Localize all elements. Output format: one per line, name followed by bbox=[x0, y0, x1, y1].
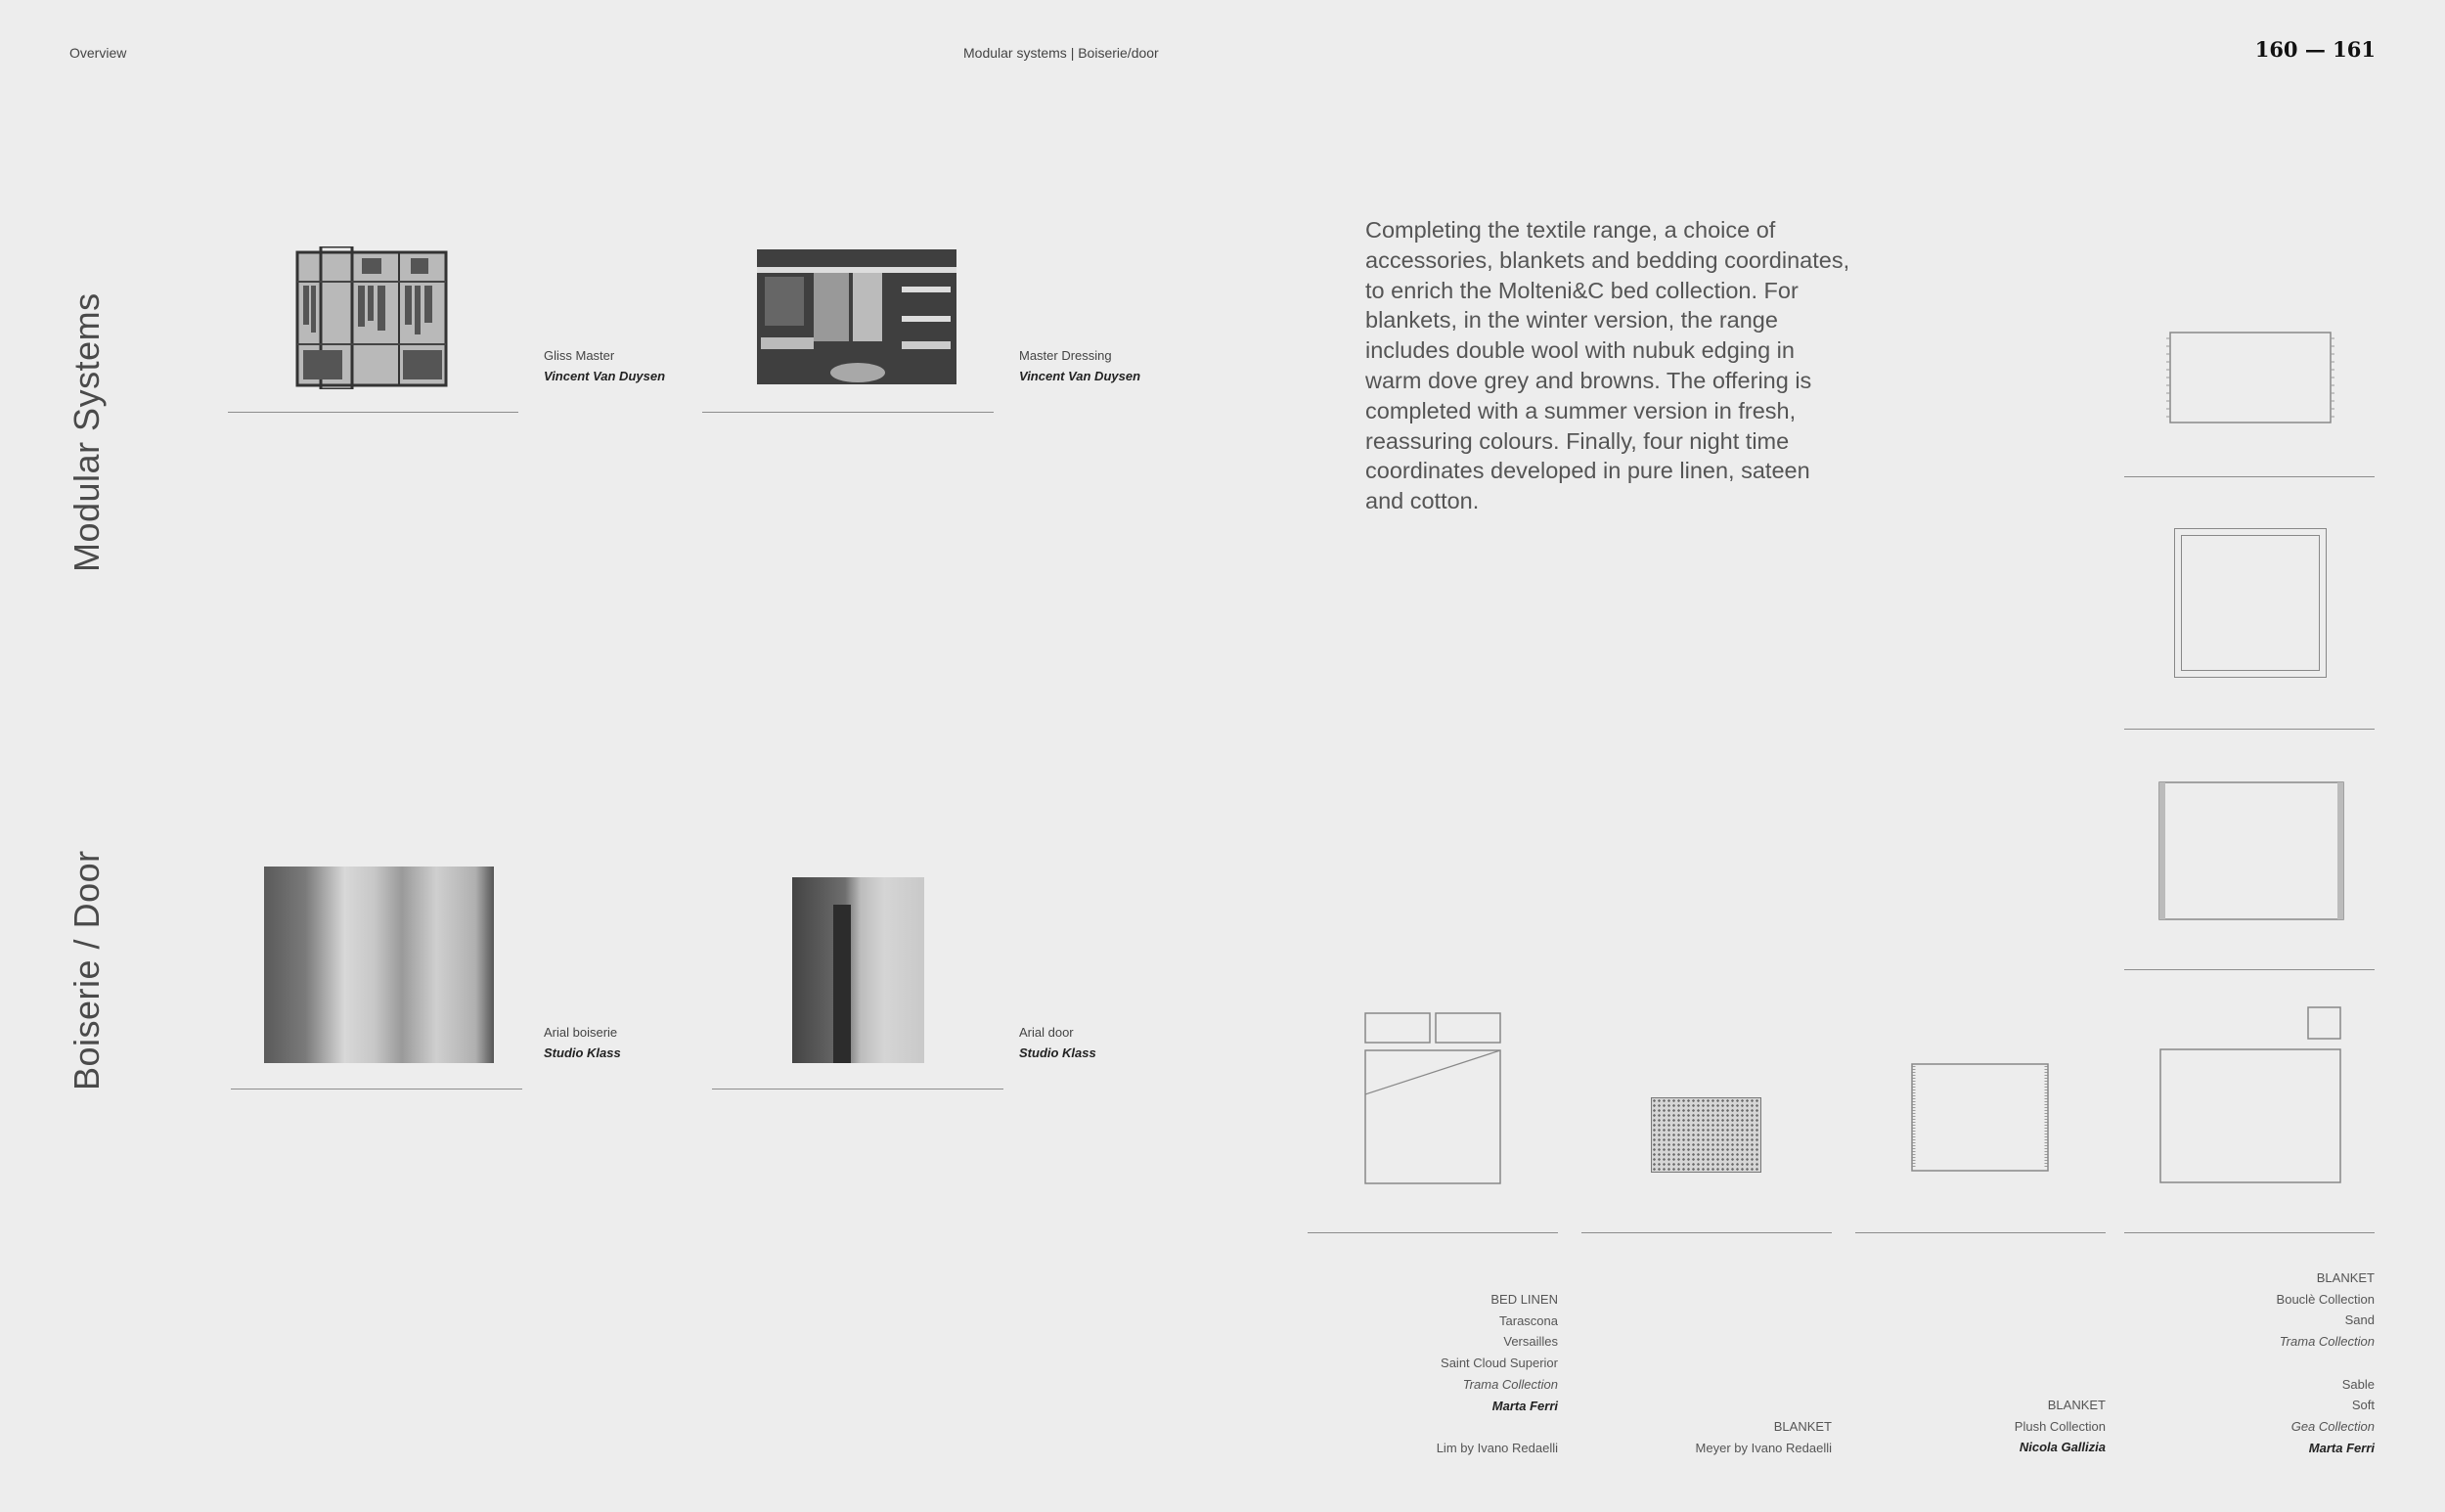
caption-line: Saint Cloud Superior bbox=[1441, 1356, 1558, 1371]
blanket-drawing-edged bbox=[2157, 780, 2345, 921]
caption-line: Plush Collection bbox=[2014, 1418, 2106, 1434]
section-title-boiserie-door: Boiserie / Door bbox=[67, 850, 107, 1090]
arial-door-image bbox=[792, 877, 924, 1063]
divider-bottom-3 bbox=[1855, 1232, 2106, 1233]
caption-line: BLANKET bbox=[1773, 1419, 1832, 1434]
section-title-modular-systems: Modular Systems bbox=[67, 292, 107, 572]
product-designer: Vincent Van Duysen bbox=[544, 369, 666, 383]
caption-gliss-master bbox=[544, 345, 665, 386]
caption-line: Marta Ferri bbox=[1491, 1398, 1558, 1413]
caption-line: Trama Collection bbox=[1462, 1376, 1558, 1392]
caption-line: Nicola Gallizia bbox=[2019, 1440, 2106, 1455]
blanket-drawing-bordered bbox=[2174, 528, 2327, 678]
page-numbers: 160 — 161 bbox=[2254, 37, 2376, 62]
caption-line bbox=[2140, 1353, 2375, 1374]
divider-arial-boiserie bbox=[231, 1089, 522, 1090]
caption-blanket-plush bbox=[1871, 1395, 2106, 1458]
divider-bottom-2 bbox=[1581, 1232, 1832, 1233]
product-designer: Studio Klass bbox=[1019, 1045, 1096, 1060]
gliss-master-image bbox=[293, 246, 450, 389]
caption-line: Tarascona bbox=[1499, 1312, 1558, 1328]
divider-master-dressing bbox=[702, 412, 994, 413]
divider-arial-door bbox=[712, 1089, 1003, 1090]
master-dressing-image bbox=[755, 247, 958, 386]
product-designer: Studio Klass bbox=[544, 1045, 621, 1060]
caption-line: BLANKET bbox=[2316, 1270, 2375, 1285]
divider-right-1 bbox=[2124, 476, 2375, 477]
caption-line: Bouclè Collection bbox=[2276, 1291, 2375, 1307]
caption-line: Versailles bbox=[1503, 1334, 1558, 1350]
header-section-title: Modular systems | Boiserie/door bbox=[963, 45, 1159, 61]
divider-right-2 bbox=[2124, 729, 2375, 730]
caption-line: Meyer by Ivano Redaelli bbox=[1695, 1440, 1832, 1455]
blanket-drawing-fringed bbox=[2164, 331, 2336, 424]
caption-line: Trama Collection bbox=[2279, 1334, 2375, 1350]
caption-line: Sable bbox=[2341, 1376, 2375, 1392]
product-name: Master Dressing bbox=[1019, 348, 1112, 363]
divider-bottom-1 bbox=[1308, 1232, 1558, 1233]
blanket-plush-drawing bbox=[1910, 1062, 2050, 1173]
caption-line: Lim by Ivano Redaelli bbox=[1436, 1440, 1558, 1455]
caption-line: Marta Ferri bbox=[2308, 1440, 2375, 1455]
caption-arial-door bbox=[1019, 1022, 1096, 1063]
divider-right-3 bbox=[2124, 969, 2375, 970]
blanket-boucle-drawing bbox=[2158, 1005, 2342, 1184]
product-name: Arial door bbox=[1019, 1025, 1074, 1040]
arial-boiserie-image bbox=[264, 867, 494, 1063]
caption-arial-boiserie bbox=[544, 1022, 621, 1063]
caption-master-dressing bbox=[1019, 345, 1140, 386]
caption-blanket-meyer bbox=[1597, 1416, 1832, 1458]
caption-line: BED LINEN bbox=[1490, 1292, 1558, 1307]
caption-line: Sand bbox=[2344, 1312, 2375, 1328]
bed-linen-drawing bbox=[1364, 1012, 1501, 1184]
blanket-meyer-drawing bbox=[1651, 1097, 1761, 1173]
caption-line: BLANKET bbox=[2047, 1398, 2106, 1412]
textile-intro-paragraph: Completing the textile range, a choice of accessories, blankets and bedding coordinates, to enrich the Molteni&C bed collection. For blankets, in the winter version, the range includes double wool with nubuk edging in warm dove grey and browns. The offering is completed with a summer version in fresh, reassuring colours. Finally, four night time coordinates developed in pure linen, sateen and cotton. bbox=[1365, 217, 1850, 514]
caption-blanket-boucle bbox=[2140, 1267, 2375, 1458]
caption-line: Gea Collection bbox=[2290, 1418, 2375, 1434]
product-name: Arial boiserie bbox=[544, 1025, 618, 1040]
caption-bed-linen bbox=[1343, 1289, 1558, 1459]
caption-line bbox=[1343, 1416, 1558, 1438]
product-name: Gliss Master bbox=[544, 348, 615, 363]
divider-bottom-4 bbox=[2124, 1232, 2375, 1233]
product-designer: Vincent Van Duysen bbox=[1019, 369, 1141, 383]
divider-gliss-master bbox=[228, 412, 518, 413]
header-overview: Overview bbox=[69, 45, 127, 61]
caption-line: Soft bbox=[2351, 1398, 2375, 1413]
